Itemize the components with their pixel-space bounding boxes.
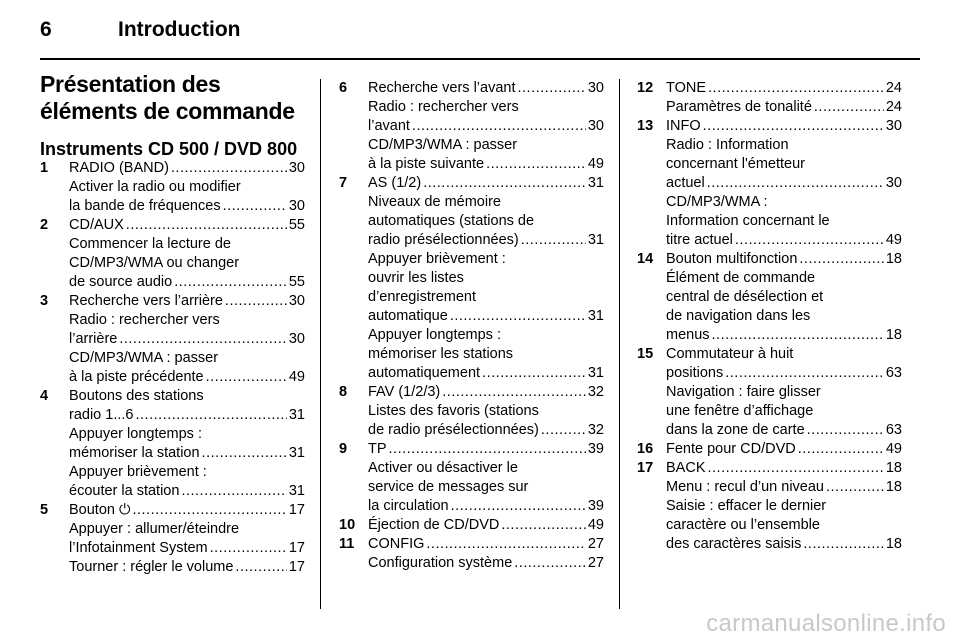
item-number: 11 [339, 536, 355, 552]
item-line [368, 231, 604, 250]
item-text: Radio : rechercher vers [69, 312, 220, 328]
page-reference[interactable]: 32 [587, 422, 604, 438]
item-line [666, 155, 902, 174]
item-text: automatiquement [368, 365, 481, 381]
item-text: Élément de commande [666, 270, 816, 286]
page-reference[interactable]: 30 [288, 293, 305, 309]
item-text: service de messages sur [368, 479, 529, 495]
page-reference[interactable]: 24 [885, 99, 902, 115]
dot-leader [798, 440, 884, 459]
item-line [368, 535, 604, 554]
item-text: actuel [666, 175, 705, 191]
item-text: de source audio [69, 274, 173, 290]
column-1 [40, 71, 305, 577]
page-reference[interactable]: 18 [885, 251, 902, 267]
item-line [666, 497, 902, 516]
item-text: Recherche vers l’arrière [69, 293, 223, 309]
dot-leader [703, 117, 884, 136]
item-line [69, 178, 305, 197]
item-line [368, 79, 604, 98]
item-number: 6 [339, 80, 348, 96]
item-line [69, 520, 305, 539]
item-text: Radio : Information [666, 137, 789, 153]
item-text: d’enregistrement [368, 289, 476, 305]
dot-leader [206, 368, 287, 387]
page-reference[interactable]: 17 [288, 502, 305, 518]
page-reference[interactable]: 17 [288, 559, 305, 575]
dot-leader [132, 501, 286, 520]
item-text: Boutons des stations [69, 388, 204, 404]
dot-leader [518, 79, 586, 98]
dot-leader [725, 364, 884, 383]
page-number: 6 [40, 18, 52, 41]
page-reference[interactable]: 49 [885, 232, 902, 248]
dot-leader [171, 159, 287, 178]
page-reference[interactable]: 31 [288, 445, 305, 461]
chapter-title: Introduction [118, 18, 241, 41]
item-line [666, 516, 902, 535]
page-reference[interactable]: 39 [587, 441, 604, 457]
page-reference[interactable]: 49 [587, 517, 604, 533]
item-text: dans la zone de carte [666, 422, 805, 438]
column-2 [339, 79, 604, 573]
control-item-13 [637, 117, 902, 250]
item-number: 4 [40, 388, 49, 404]
item-line [666, 535, 902, 554]
control-item-4 [40, 387, 305, 501]
item-text: concernant l'émetteur [666, 156, 805, 172]
page-reference[interactable]: 49 [885, 441, 902, 457]
item-line [666, 136, 902, 155]
item-line [69, 330, 305, 349]
item-text: Bouton multifonction [666, 251, 798, 267]
page-reference[interactable]: 30 [288, 331, 305, 347]
page-reference[interactable]: 49 [587, 156, 604, 172]
header-divider [40, 58, 920, 60]
control-item-16 [637, 440, 902, 459]
item-line [69, 539, 305, 558]
item-line [666, 250, 902, 269]
item-line [368, 440, 604, 459]
item-line [69, 349, 305, 368]
item-text: des caractères saisis [666, 536, 802, 552]
control-item-15 [637, 345, 902, 440]
item-line [368, 269, 604, 288]
item-line [666, 364, 902, 383]
item-text: Niveaux de mémoire [368, 194, 501, 210]
item-line [666, 212, 902, 231]
dot-leader [136, 406, 287, 425]
page-reference[interactable]: 31 [288, 483, 305, 499]
item-line [69, 292, 305, 311]
page-reference[interactable]: 31 [288, 407, 305, 423]
item-line [368, 516, 604, 535]
item-text: radio 1...6 [69, 407, 134, 423]
page-reference[interactable]: 55 [288, 217, 305, 233]
item-line [368, 98, 604, 117]
section-title: Présentation des éléments de commande [40, 71, 295, 124]
item-number: 12 [637, 80, 654, 96]
item-line [69, 501, 305, 520]
control-item-9 [339, 440, 604, 516]
item-line [69, 444, 305, 463]
item-text: AS (1/2) [368, 175, 422, 191]
dot-leader [119, 330, 287, 349]
control-item-3 [40, 292, 305, 387]
page-reference[interactable]: 39 [587, 498, 604, 514]
control-item-12 [637, 79, 902, 117]
item-list [637, 79, 902, 554]
item-line [666, 193, 902, 212]
item-line [69, 558, 305, 577]
dot-leader [223, 197, 287, 216]
item-line [666, 117, 902, 136]
page-reference[interactable]: 30 [288, 160, 305, 176]
control-item-17 [637, 459, 902, 554]
control-item-11 [339, 535, 604, 573]
page-reference[interactable]: 30 [885, 175, 902, 191]
control-item-7 [339, 174, 604, 383]
page-reference[interactable]: 63 [885, 422, 902, 438]
item-text: automatiques (stations de [368, 213, 535, 229]
item-text: ouvrir les listes [368, 270, 464, 286]
item-number: 5 [40, 502, 49, 518]
item-text: mémoriser les stations [368, 346, 514, 362]
dot-leader [799, 250, 883, 269]
item-text: caractère ou l’ensemble [666, 517, 820, 533]
item-text: Saisie : effacer le dernier [666, 498, 827, 514]
item-line [368, 212, 604, 231]
dot-leader [423, 174, 586, 193]
item-text: Appuyer brièvement : [368, 251, 506, 267]
page-reference[interactable]: 63 [885, 365, 902, 381]
item-text: Tourner : régler le volume [69, 559, 234, 575]
item-text: la bande de fréquences [69, 198, 221, 214]
item-text: titre actuel [666, 232, 733, 248]
item-text: la circulation [368, 498, 449, 514]
item-text: BACK [666, 460, 706, 476]
item-line [666, 98, 902, 117]
watermark: carmanualsonline.info [706, 610, 946, 637]
dot-leader [450, 307, 586, 326]
column-3 [637, 79, 902, 554]
item-text: de radio présélectionnées) [368, 422, 539, 438]
item-text: positions [666, 365, 724, 381]
item-list [339, 79, 604, 573]
page-reference[interactable]: 31 [587, 308, 604, 324]
item-line [368, 174, 604, 193]
page-reference[interactable]: 31 [587, 175, 604, 191]
item-line [368, 193, 604, 212]
item-number: 16 [637, 441, 654, 457]
item-line [69, 463, 305, 482]
item-number: 15 [637, 346, 654, 362]
item-number: 14 [637, 251, 654, 267]
dot-leader [181, 482, 286, 501]
item-line [69, 216, 305, 235]
dot-leader [389, 440, 586, 459]
item-line [666, 307, 902, 326]
item-number: 7 [339, 175, 348, 191]
item-line [368, 554, 604, 573]
column-divider-2 [619, 79, 620, 609]
dot-leader [426, 535, 585, 554]
item-text: Bouton ⏻ [69, 502, 131, 518]
item-line [69, 254, 305, 273]
item-line [368, 288, 604, 307]
item-number: 17 [637, 460, 654, 476]
item-text: CD/MP3/WMA ou changer [69, 255, 240, 271]
page-reference[interactable]: 30 [288, 198, 305, 214]
item-text: Commencer la lecture de [69, 236, 231, 252]
dot-leader [482, 364, 586, 383]
item-text: Navigation : faire glisser [666, 384, 821, 400]
item-text: mémoriser la station [69, 445, 200, 461]
control-item-6 [339, 79, 604, 174]
item-text: CD/MP3/WMA : [666, 194, 768, 210]
item-line [368, 497, 604, 516]
control-item-5 [40, 501, 305, 577]
dot-leader [210, 539, 287, 558]
item-line [368, 117, 604, 136]
dot-leader [442, 383, 586, 402]
item-line [69, 159, 305, 178]
dot-leader [235, 558, 286, 577]
dot-leader [807, 421, 884, 440]
item-line [666, 478, 902, 497]
item-line [666, 440, 902, 459]
item-number: 1 [40, 160, 49, 176]
dot-leader [708, 459, 884, 478]
item-text: Éjection de CD/DVD [368, 517, 500, 533]
item-line [368, 459, 604, 478]
item-text: Appuyer : allumer/éteindre [69, 521, 240, 537]
dot-leader [707, 174, 884, 193]
item-number: 13 [637, 118, 654, 134]
item-line [69, 425, 305, 444]
dot-leader [712, 326, 884, 345]
item-text: l’avant [368, 118, 410, 134]
item-number: 10 [339, 517, 356, 533]
item-line [368, 364, 604, 383]
item-line [69, 406, 305, 425]
item-text: Appuyer longtemps : [368, 327, 501, 343]
item-text: à la piste suivante [368, 156, 485, 172]
item-line [666, 383, 902, 402]
page-reference[interactable]: 31 [587, 232, 604, 248]
control-item-14 [637, 250, 902, 345]
item-text: central de désélection et [666, 289, 824, 305]
dot-leader [412, 117, 586, 136]
control-item-10 [339, 516, 604, 535]
dot-leader [174, 273, 287, 292]
dot-leader [541, 421, 586, 440]
item-text: de navigation dans les [666, 308, 811, 324]
item-text: à la piste précédente [69, 369, 204, 385]
item-number: 2 [40, 217, 49, 233]
item-line [69, 482, 305, 501]
item-line [666, 402, 902, 421]
item-text: l’Infotainment System [69, 540, 208, 556]
item-text: CD/MP3/WMA : passer [368, 137, 518, 153]
item-line [368, 421, 604, 440]
control-item-2 [40, 216, 305, 292]
page-reference[interactable]: 31 [587, 365, 604, 381]
item-text: TONE [666, 80, 707, 96]
item-text: une fenêtre d’affichage [666, 403, 814, 419]
item-text: CD/AUX [69, 217, 124, 233]
item-line [368, 478, 604, 497]
item-list [40, 159, 305, 577]
item-number: 8 [339, 384, 348, 400]
item-line [69, 368, 305, 387]
item-line [368, 136, 604, 155]
item-text: écouter la station [69, 483, 180, 499]
item-text: Menu : recul d’un niveau [666, 479, 824, 495]
dot-leader [826, 478, 884, 497]
page-reference[interactable]: 18 [885, 327, 902, 343]
item-text: automatique [368, 308, 448, 324]
item-text: INFO [666, 118, 701, 134]
dot-leader [501, 516, 586, 535]
item-text: TP [368, 441, 387, 457]
item-line [69, 273, 305, 292]
item-text: Activer la radio ou modifier [69, 179, 241, 195]
item-text: CONFIG [368, 536, 425, 552]
item-line [666, 345, 902, 364]
item-line [69, 387, 305, 406]
item-text: Information concernant le [666, 213, 830, 229]
item-line [666, 288, 902, 307]
item-text: Appuyer longtemps : [69, 426, 202, 442]
item-number: 9 [339, 441, 348, 457]
item-text: Configuration système [368, 555, 513, 571]
page-reference[interactable]: 18 [885, 460, 902, 476]
page-reference[interactable]: 49 [288, 369, 305, 385]
page-reference[interactable]: 18 [885, 536, 902, 552]
page-reference[interactable]: 18 [885, 479, 902, 495]
item-text: Paramètres de tonalité [666, 99, 812, 115]
page-reference[interactable]: 30 [885, 118, 902, 134]
dot-leader [225, 292, 287, 311]
item-line [368, 402, 604, 421]
item-text: CD/MP3/WMA : passer [69, 350, 219, 366]
page-reference[interactable]: 55 [288, 274, 305, 290]
item-line [368, 383, 604, 402]
dot-leader [521, 231, 586, 250]
page-reference[interactable]: 32 [587, 384, 604, 400]
item-line [368, 155, 604, 174]
item-text: RADIO (BAND) [69, 160, 169, 176]
item-line [368, 326, 604, 345]
item-line [368, 250, 604, 269]
control-item-1 [40, 159, 305, 216]
page-reference[interactable]: 30 [587, 80, 604, 96]
item-text: Listes des favoris (stations [368, 403, 539, 419]
item-text: l’arrière [69, 331, 118, 347]
dot-leader [708, 79, 884, 98]
item-text: Commutateur à huit [666, 346, 794, 362]
item-text: menus [666, 327, 710, 343]
item-text: Fente pour CD/DVD [666, 441, 796, 457]
dot-leader [451, 497, 586, 516]
item-text: Recherche vers l’avant [368, 80, 516, 96]
item-line [368, 345, 604, 364]
dot-leader [486, 155, 586, 174]
dot-leader [803, 535, 883, 554]
item-line [69, 311, 305, 330]
item-line [666, 421, 902, 440]
item-line [666, 269, 902, 288]
dot-leader [814, 98, 884, 117]
dot-leader [126, 216, 287, 235]
page-reference[interactable]: 24 [885, 80, 902, 96]
dot-leader [202, 444, 287, 463]
item-line [666, 231, 902, 250]
item-text: Activer ou désactiver le [368, 460, 518, 476]
item-line [368, 307, 604, 326]
item-line [666, 326, 902, 345]
item-number: 3 [40, 293, 49, 309]
item-line [666, 459, 902, 478]
item-text: FAV (1/2/3) [368, 384, 441, 400]
subsection-title: Instruments CD 500 / DVD 800 [40, 139, 298, 159]
control-item-8 [339, 383, 604, 440]
page-reference[interactable]: 17 [288, 540, 305, 556]
item-text: Radio : rechercher vers [368, 99, 519, 115]
item-line [69, 235, 305, 254]
item-line [69, 197, 305, 216]
item-text: Appuyer brièvement : [69, 464, 207, 480]
dot-leader [514, 554, 586, 573]
page-reference[interactable]: 27 [587, 555, 604, 571]
item-text: radio présélectionnées) [368, 232, 519, 248]
item-line [666, 174, 902, 193]
page-reference[interactable]: 30 [587, 118, 604, 134]
page-reference[interactable]: 27 [587, 536, 604, 552]
dot-leader [735, 231, 884, 250]
column-divider-1 [320, 79, 321, 609]
item-line [666, 79, 902, 98]
